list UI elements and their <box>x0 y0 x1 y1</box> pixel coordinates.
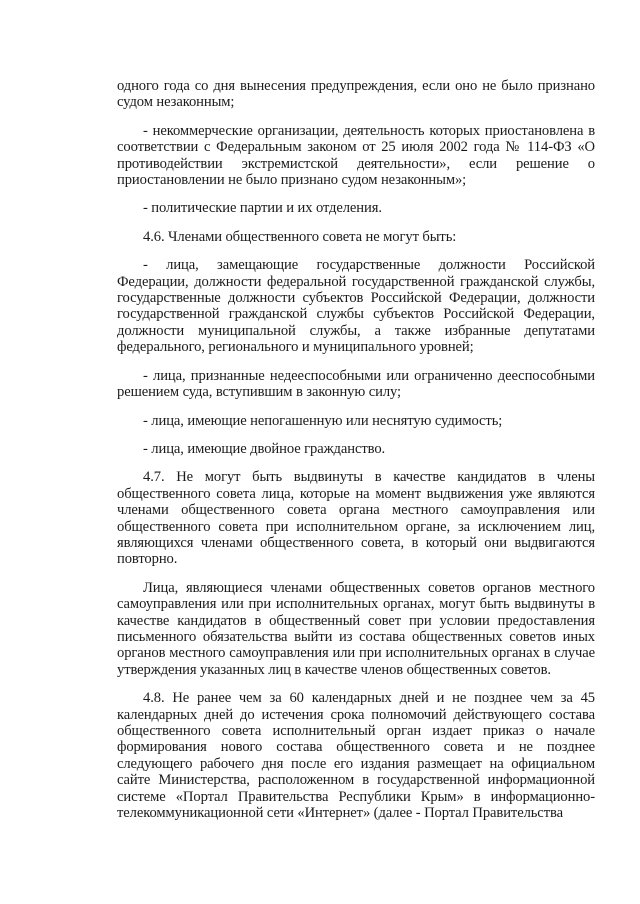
paragraph-continuation: одного года со дня вынесения предупреждения, если оно не было признано судом незаконным; <box>117 78 595 111</box>
document-page <box>117 78 595 821</box>
paragraph-incapacitated: - лица, признанные недееспособными или ограниченно дееспособными решением суда, вступившим в законную силу; <box>117 367 595 401</box>
paragraph-section-4-7: 4.7. Не могут быть выдвинуты в качестве кандидатов в члены общественного совета лица, которые на момент выдвижения уже являются членами общественного совета органа местного самоуправления или общественного совета при исполнительном органе, за исключением лиц, являющихся членами общественного совета, в который они выдвигаются повторно. <box>117 469 595 568</box>
paragraph-section-4-8: 4.8. Не ранее чем за 60 календарных дней и не позднее чем за 45 календарных дней до истечения срока полномочий действующего состава общественного совета исполнительный орган издает приказ о начале формирования нового состава общественного совета и не позднее следующего рабочего дня после его издания размещает на официальном сайте Министерства, расположенном в государственной информационной системе «Портал Правительства Республики Крым» в информационно-телекоммуникационной сети «Интернет» (далее - Портал Правительства <box>117 690 595 822</box>
paragraph-section-4-6: 4.6. Членами общественного совета не могут быть: <box>143 228 457 245</box>
paragraph-members-of-councils: Лица, являющиеся членами общественных советов органов местного самоуправления или при исполнительных органах, могут быть выдвинуты в качестве кандидатов в общественный совет при условии предоставления письменного обязательства выйти из состава общественных советов иных органов местного самоуправления или при исполнительных органах в случае утверждения указанных лиц в качестве членов общественных советов. <box>117 579 595 678</box>
paragraph-nonprofit-organizations: - некоммерческие организации, деятельность которых приостановлена в соответствии с Федеральным законом от 25 июля 2002 года № 114-ФЗ «О противодействии экстремистской деятельности», если решение о приостановлении не было признано судом незаконным»; <box>117 122 595 189</box>
paragraph-political-parties: - политические партии и их отделения. <box>143 200 382 217</box>
paragraph-criminal-record: - лица, имеющие непогашенную или неснятую судимость; <box>143 412 503 429</box>
paragraph-dual-citizenship: - лица, имеющие двойное гражданство. <box>143 440 386 457</box>
paragraph-officials: - лица, замещающие государственные должности Российской Федерации, должности федеральной государственной гражданской службы, государственные должности субъектов Российской Федерации, должности государственной гражданской службы субъектов Российской Федерации, должности муниципальной службы, а также избранные депутатами федерального, регионального и муниципального уровней; <box>117 257 595 356</box>
